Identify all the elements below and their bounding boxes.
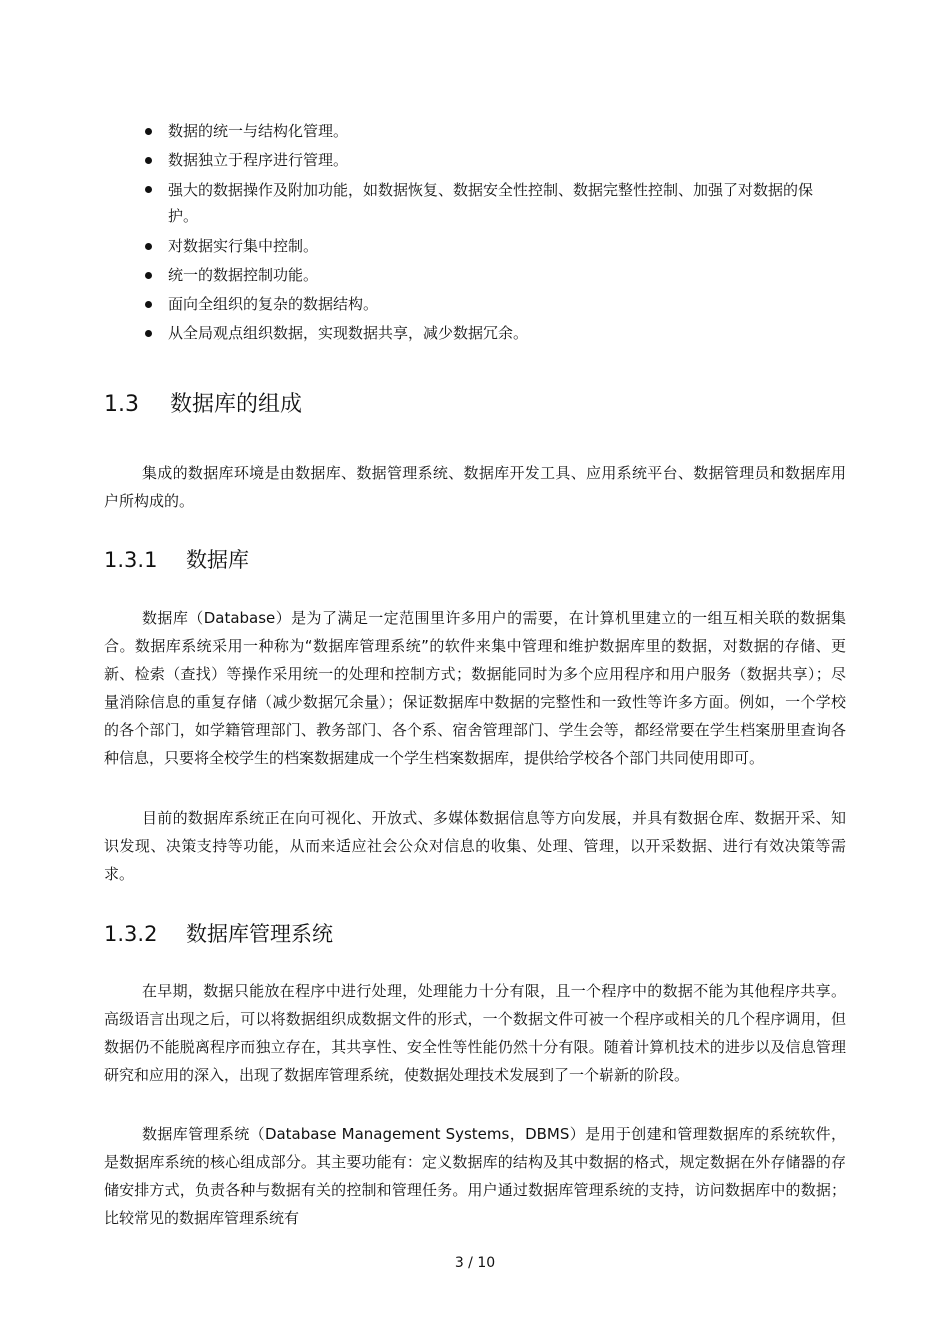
list-item: 数据独立于程序进行管理。: [140, 146, 820, 175]
section-heading-1-3-1: 1.3.1 数据库: [104, 548, 249, 572]
list-item: 统一的数据控制功能。: [140, 261, 820, 290]
bullet-icon: [145, 272, 152, 279]
bullet-icon: [145, 186, 152, 193]
bullet-icon: [145, 243, 152, 250]
page-number: 3 / 10: [454, 1255, 496, 1271]
feature-bullet-list: [140, 117, 820, 348]
section-1-3-1-paragraph-2: 目前的数据库系统正在向可视化、开放式、多媒体数据信息等方向发展，并具有数据仓库、数据开采、知识发现、决策支持等功能，从而来适应社会公众对信息的收集、处理、管理，以开采数据、进行有效决策等需求。: [104, 809, 846, 883]
bullet-icon: [145, 157, 152, 164]
list-item: 对数据实行集中控制。: [140, 232, 820, 261]
bullet-icon: [145, 128, 152, 135]
section-1-3-1-paragraph-1: 数据库（Database）是为了满足一定范围里许多用户的需要，在计算机里建立的一组互相关联的数据集合。数据库系统采用一种称为“数据库管理系统”的软件来集中管理和维护数据库里的数据，对数据的存储、更新、检索（查找）等操作采用统一的处理和控制方式；数据能同时为多个应用程序和用户服务（数据共享）；尽量消除信息的重复存储（减少数据冗余量）；保证数据库中数据的完整性和一致性等许多方面。例如，一个学校的各个部门，如学籍管理部门、教务部门、各个系、宿舍管理部门、学生会等，都经常要在学生档案册里查询各种信息，只要将全校学生的档案数据建成一个学生档案数据库，提供给学校各个部门共同使用即可。: [104, 609, 846, 767]
list-item: 面向全组织的复杂的数据结构。: [140, 290, 820, 319]
section-1-3-paragraph: 集成的数据库环境是由数据库、数据管理系统、数据库开发工具、应用系统平台、数据管理员和数据库用户所构成的。: [104, 464, 846, 510]
section-heading-1-3: 1.3 数据库的组成: [104, 392, 303, 417]
section-1-3-2-paragraph-2: 数据库管理系统（Database Management Systems，DBMS）是用于创建和管理数据库的系统软件，是数据库系统的核心组成部分。其主要功能有：定义数据库的结构及其中数据的格式，规定数据在外存储器的存储安排方式，负责各种与数据有关的控制和管理任务。用户通过数据库管理系统的支持，访问数据库中的数据；比较常见的数据库管理系统有: [104, 1125, 846, 1227]
section-1-3-2-paragraph-1: 在早期，数据只能放在程序中进行处理，处理能力十分有限，且一个程序中的数据不能为其他程序共享。高级语言出现之后，可以将数据组织成数据文件的形式，一个数据文件可被一个程序或相关的几个程序调用，但数据仍不能脱离程序而独立存在，其共享性、安全性等性能仍然十分有限。随着计算机技术的进步以及信息管理研究和应用的深入，出现了数据库管理系统，使数据处理技术发展到了一个崭新的阶段。: [104, 982, 846, 1084]
list-item: 数据的统一与结构化管理。: [140, 117, 820, 146]
bullet-icon: [145, 330, 152, 337]
bullet-icon: [145, 301, 152, 308]
list-item: 强大的数据操作及附加功能，如数据恢复、数据安全性控制、数据完整性控制、加强了对数据的保护。: [140, 175, 820, 232]
list-item: 从全局观点组织数据，实现数据共享，减少数据冗余。: [140, 319, 820, 348]
section-heading-1-3-2: 1.3.2 数据库管理系统: [104, 922, 333, 946]
